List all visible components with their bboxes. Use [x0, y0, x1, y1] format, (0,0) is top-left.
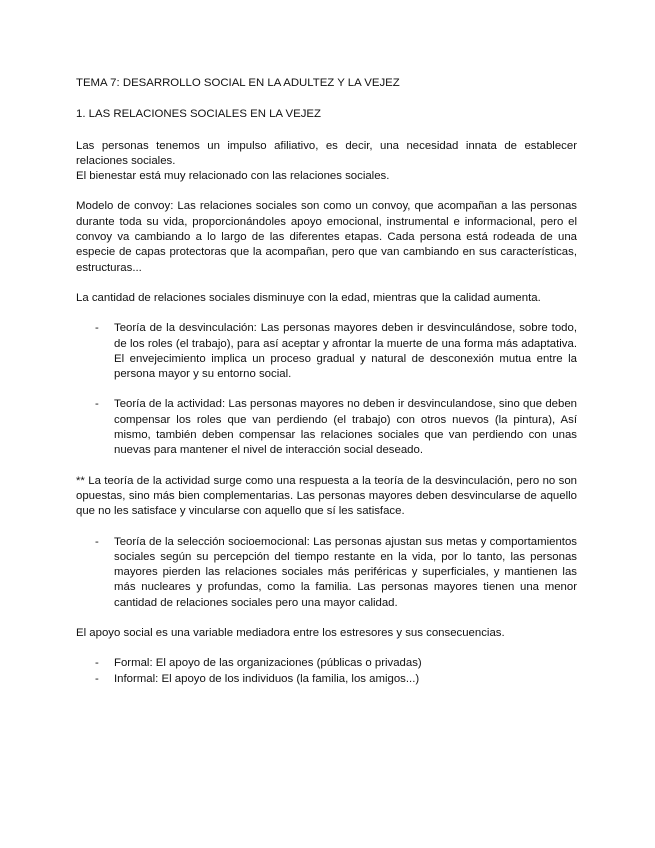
section-heading: 1. LAS RELACIONES SOCIALES EN LA VEJEZ — [76, 108, 321, 121]
bullet-dash: - — [95, 657, 99, 670]
support-types-list — [76, 656, 577, 687]
paragraph-intro: Las personas tenemos un impulso afiliativo, es decir, una necesidad innata de establecer relaciones sociales. — [76, 139, 577, 167]
paragraph-wellbeing: El bienestar está muy relacionado con las relaciones sociales. — [76, 170, 390, 183]
list-item — [76, 535, 577, 611]
bullet-dash: - — [95, 672, 99, 685]
bullet-dash: - — [95, 398, 99, 411]
list-item — [76, 397, 577, 458]
list-item-text: Informal: El apoyo de los individuos (la familia, los amigos...) — [114, 672, 420, 685]
paragraph-support: El apoyo social es una variable mediadora entre los estresores y sus consecuencias. — [76, 627, 505, 640]
list-item-text: Formal: El apoyo de las organizaciones (públicas o privadas) — [114, 657, 422, 670]
list-item-text: Teoría de la desvinculación: Las personas mayores deben ir desvinculándose, sobre todo, de los roles (el trabajo), para así aceptar y afrontar la muerte de una forma más adaptativa. El envejecimiento implica un proceso gradual y natural de desconexión mutua entre la persona mayor y su entorno social. — [114, 322, 577, 381]
list-item — [76, 656, 577, 671]
list-item-text: Teoría de la actividad: Las personas mayores no deben ir desvinculandose, sino que deben compensar los roles que van perdiendo (el trabajo) con otros nuevos (la pintura), Así mismo, también deben compensar las relaciones sociales que van perdiendo con unas nuevas para mantener el nivel de interacción social deseado. — [114, 398, 577, 457]
theory-list-1 — [76, 321, 577, 458]
list-item — [76, 672, 577, 687]
list-item — [76, 321, 577, 382]
page-title: TEMA 7: DESARROLLO SOCIAL EN LA ADULTEZ Y LA VEJEZ — [76, 77, 400, 89]
bullet-dash: - — [95, 535, 99, 548]
paragraph-convoy: Modelo de convoy: Las relaciones sociales son como un convoy, que acompañan a las personas durante toda su vida, proporcionándoles apoyo emocional, instrumental e informacional, pero el convoy va cambiando a lo largo de las diferentes etapas. Cada persona está rodeada de una especie de capas protectoras que la acompañan, pero que van cambiando en sus características, estructuras... — [76, 200, 577, 274]
bullet-dash: - — [95, 322, 99, 335]
paragraph-note: ** La teoría de la actividad surge como una respuesta a la teoría de la desvinculación, pero no son opuestas, sino más bien complementarias. Las personas mayores deben desvincularse de aquello que no les satisface y vincularse con aquello que sí les satisface. — [76, 474, 577, 518]
paragraph-quantity: La cantidad de relaciones sociales disminuye con la edad, mientras que la calidad aumenta. — [76, 291, 541, 304]
list-item-text: Teoría de la selección socioemocional: Las personas ajustan sus metas y comportamientos sociales según su percepción del tiempo restante en la vida, por lo tanto, las personas mayores pierden las relaciones sociales más periféricas y superficiales, y mantienen las más nucleares y profundas, como la familia. Las personas mayores tienen una menor cantidad de relaciones sociales pero una mayor calidad. — [114, 535, 577, 609]
theory-list-2 — [76, 535, 577, 611]
